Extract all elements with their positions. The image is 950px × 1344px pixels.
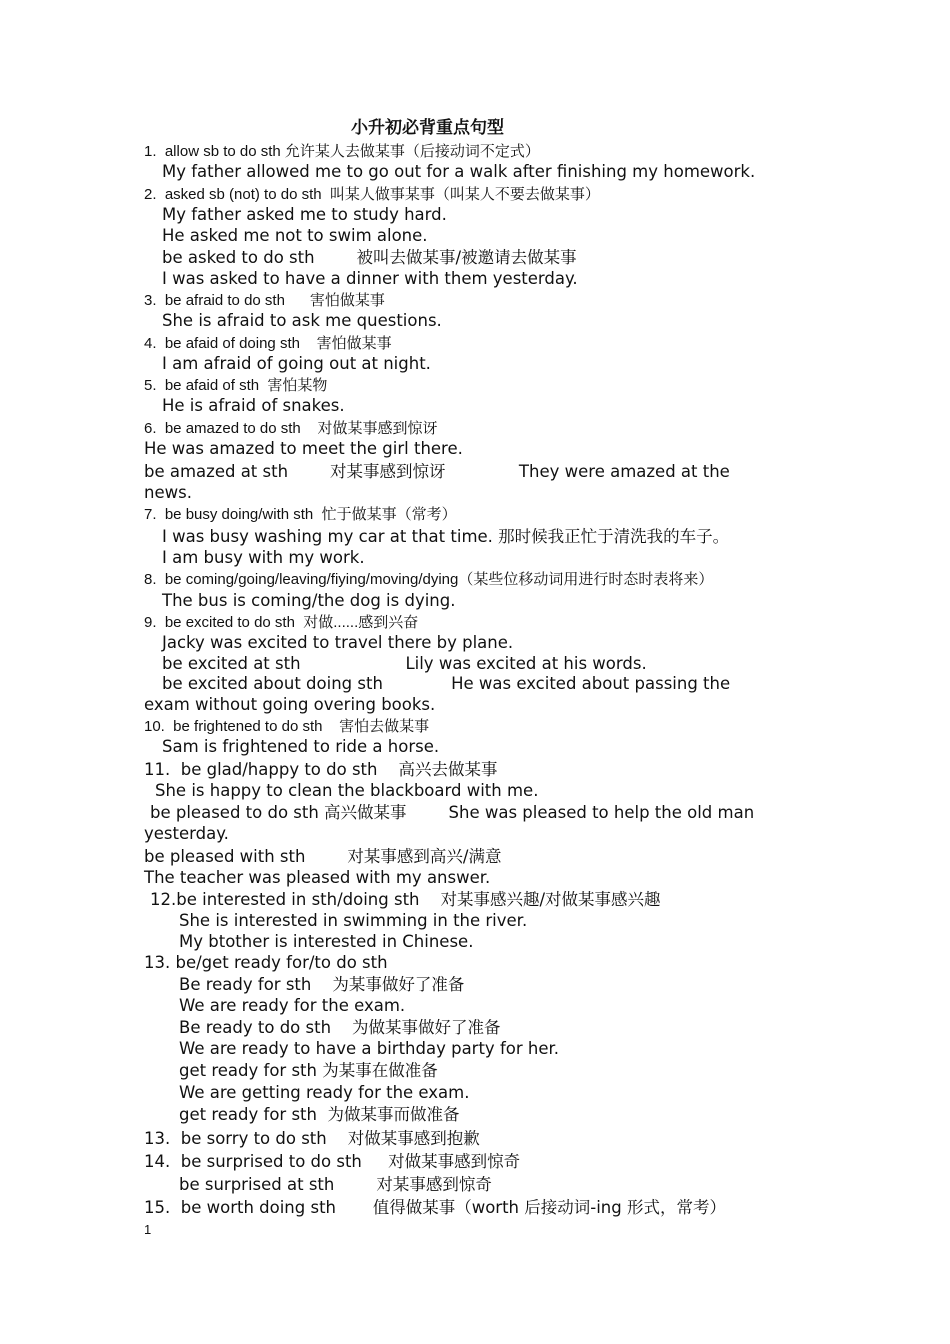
pattern-heading: 6. be amazed to do sth 对做某事感到惊讶	[144, 420, 438, 437]
example-sentence: The teacher was pleased with my answer.	[144, 868, 491, 887]
example-sentence: I am afraid of going out at night.	[162, 354, 431, 373]
example-sentence: We are ready to have a birthday party for her.	[179, 1039, 559, 1058]
pattern-subheading: be excited about doing sth He was excited about passing the	[162, 674, 731, 693]
pattern-subheading: be pleased with sth 对某事感到高兴/满意	[144, 847, 502, 866]
pattern-heading: 9. be excited to do sth 对做......感到兴奋	[144, 614, 419, 631]
example-sentence: He asked me not to swim alone.	[162, 226, 428, 245]
pattern-subheading: Be ready to do sth 为做某事做好了准备	[179, 1018, 501, 1037]
pattern-heading: 14. be surprised to do sth 对做某事感到惊奇	[144, 1152, 521, 1171]
example-sentence: She is afraid to ask me questions.	[162, 311, 442, 330]
example-sentence: I was busy washing my car at that time. 那时候我正忙于清洗我的车子。	[162, 527, 730, 546]
pattern-heading: 8. be coming/going/leaving/fiying/moving/dying（某些位移动词用进行时态时表将来）	[144, 571, 714, 588]
example-sentence: Jacky was excited to travel there by plane.	[162, 633, 514, 652]
pattern-heading: 11. be glad/happy to do sth 高兴去做某事	[144, 760, 498, 779]
example-sentence: My btother is interested in Chinese.	[179, 932, 474, 951]
example-sentence: I am busy with my work.	[162, 548, 365, 567]
pattern-subheading: get ready for sth 为做某事而做准备	[179, 1105, 460, 1124]
pattern-subheading: Be ready for sth 为某事做好了准备	[179, 975, 465, 994]
example-sentence: He was amazed to meet the girl there.	[144, 439, 463, 458]
pattern-subheading: be excited at sth Lily was excited at his words.	[162, 654, 647, 673]
example-sentence: Sam is frightened to ride a horse.	[162, 737, 440, 756]
example-sentence: news.	[144, 483, 192, 502]
pattern-heading: 12.be interested in sth/doing sth 对某事感兴趣/对做某事感兴趣	[150, 890, 661, 909]
pattern-subheading: be asked to do sth 被叫去做某事/被邀请去做某事	[162, 248, 577, 267]
pattern-heading: 4. be afaid of doing sth 害怕做某事	[144, 335, 392, 352]
example-sentence: yesterday.	[144, 824, 229, 843]
example-sentence: We are ready for the exam.	[179, 996, 406, 1015]
example-sentence: I was asked to have a dinner with them yesterday.	[162, 269, 578, 288]
page-title: 小升初必背重点句型	[351, 118, 504, 138]
pattern-heading: 13. be sorry to do sth 对做某事感到抱歉	[144, 1129, 480, 1148]
pattern-subheading: be surprised at sth 对某事感到惊奇	[179, 1175, 492, 1194]
example-sentence: My father asked me to study hard.	[162, 205, 447, 224]
pattern-heading: 1. allow sb to do sth 允许某人去做某事（后接动词不定式）	[144, 143, 540, 160]
pattern-subheading: be amazed at sth 对某事感到惊讶 They were amazed at the	[144, 462, 730, 481]
pattern-subheading: get ready for sth 为某事在做准备	[179, 1061, 438, 1080]
pattern-subheading: be pleased to do sth 高兴做某事 She was pleased to help the old man	[150, 803, 755, 822]
example-sentence: My father allowed me to go out for a walk after finishing my homework.	[162, 162, 756, 181]
example-sentence: She is interested in swimming in the river.	[179, 911, 528, 930]
example-sentence: We are getting ready for the exam.	[179, 1083, 470, 1102]
page-number: 1	[144, 1222, 152, 1237]
pattern-heading: 15. be worth doing sth 值得做某事（worth 后接动词-ing 形式，常考）	[144, 1198, 726, 1217]
pattern-heading: 3. be afraid to do sth 害怕做某事	[144, 292, 385, 309]
pattern-heading: 5. be afaid of sth 害怕某物	[144, 377, 328, 394]
pattern-heading: 13. be/get ready for/to do sth	[144, 953, 388, 972]
example-sentence: He is afraid of snakes.	[162, 396, 345, 415]
pattern-heading: 7. be busy doing/with sth 忙于做某事（常考）	[144, 506, 457, 523]
example-sentence: exam without going overing books.	[144, 695, 436, 714]
pattern-heading: 2. asked sb (not) to do sth 叫某人做事某事（叫某人不要去做某事）	[144, 186, 600, 203]
pattern-heading: 10. be frightened to do sth 害怕去做某事	[144, 718, 430, 735]
example-sentence: She is happy to clean the blackboard with me.	[155, 781, 539, 800]
example-sentence: The bus is coming/the dog is dying.	[162, 591, 456, 610]
